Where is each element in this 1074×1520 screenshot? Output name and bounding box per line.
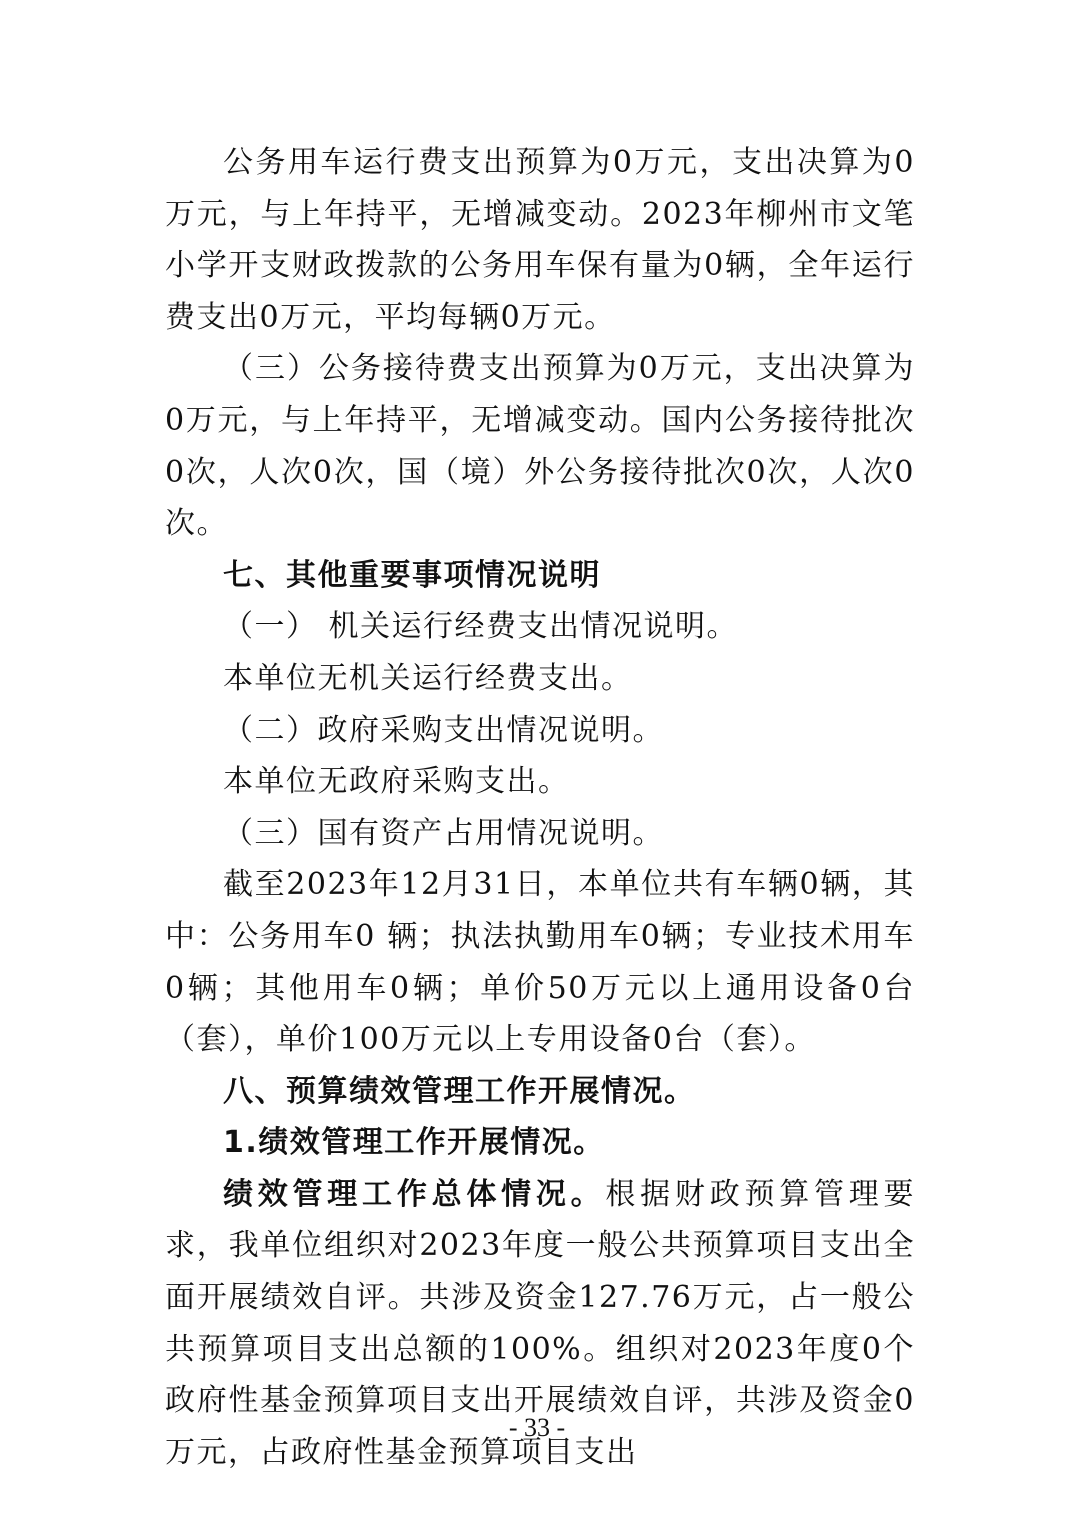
- paragraph-vehicle-cost: 公务用车运行费支出预算为0万元，支出决算为0万元，与上年持平，无增减变动。2023年柳州市文笔小学开支财政拨款的公务用车保有量为0辆，全年运行费支出0万元，平均每辆0万元。: [165, 145, 915, 335]
- performance-lead: 绩效管理工作总体情况。: [223, 1176, 606, 1212]
- subsection-heading-1: （一） 机关运行经费支出情况说明。: [223, 609, 739, 645]
- section-heading-7: 七、其他重要事项情况说明: [223, 557, 601, 593]
- subsection-heading-2: （二）政府采购支出情况说明。: [223, 712, 664, 748]
- performance-body: 根据财政预算管理要求，我单位组织对2023年度一般公共预算项目支出全面开展绩效自评。共涉及资金127.76万元，占一般公共预算项目支出总额的100%。组织对2023年度0个政府性基金预算项目支出开展绩效自评，共涉及资金0万元，占政府性基金预算项目支出: [165, 1176, 916, 1470]
- page-body: [165, 137, 915, 1478]
- subsection-body-1: 本单位无机关运行经费支出。: [223, 660, 633, 696]
- subsection-body-3: 截至2023年12月31日，本单位共有车辆0辆，其中：公务用车0 辆；执法执勤用车0辆；专业技术用车0辆；其他用车0辆；单价50万元以上通用设备0台（套），单价100万元以上专用设备0台（套）。: [165, 867, 915, 1058]
- section-heading-8: 八、预算绩效管理工作开展情况。: [223, 1073, 696, 1109]
- paragraph-reception-cost: （三）公务接待费支出预算为0万元，支出决算为0万元，与上年持平，无增减变动。国内公务接待批次0次，人次0次，国（境）外公务接待批次0次，人次0次。: [165, 351, 915, 542]
- subsection-body-2: 本单位无政府采购支出。: [223, 764, 570, 800]
- subsection-heading-3: （三）国有资产占用情况说明。: [223, 815, 664, 851]
- subsection-heading-8-1: 1.绩效管理工作开展情况。: [223, 1125, 605, 1161]
- page-number: - 33 -: [508, 1413, 566, 1442]
